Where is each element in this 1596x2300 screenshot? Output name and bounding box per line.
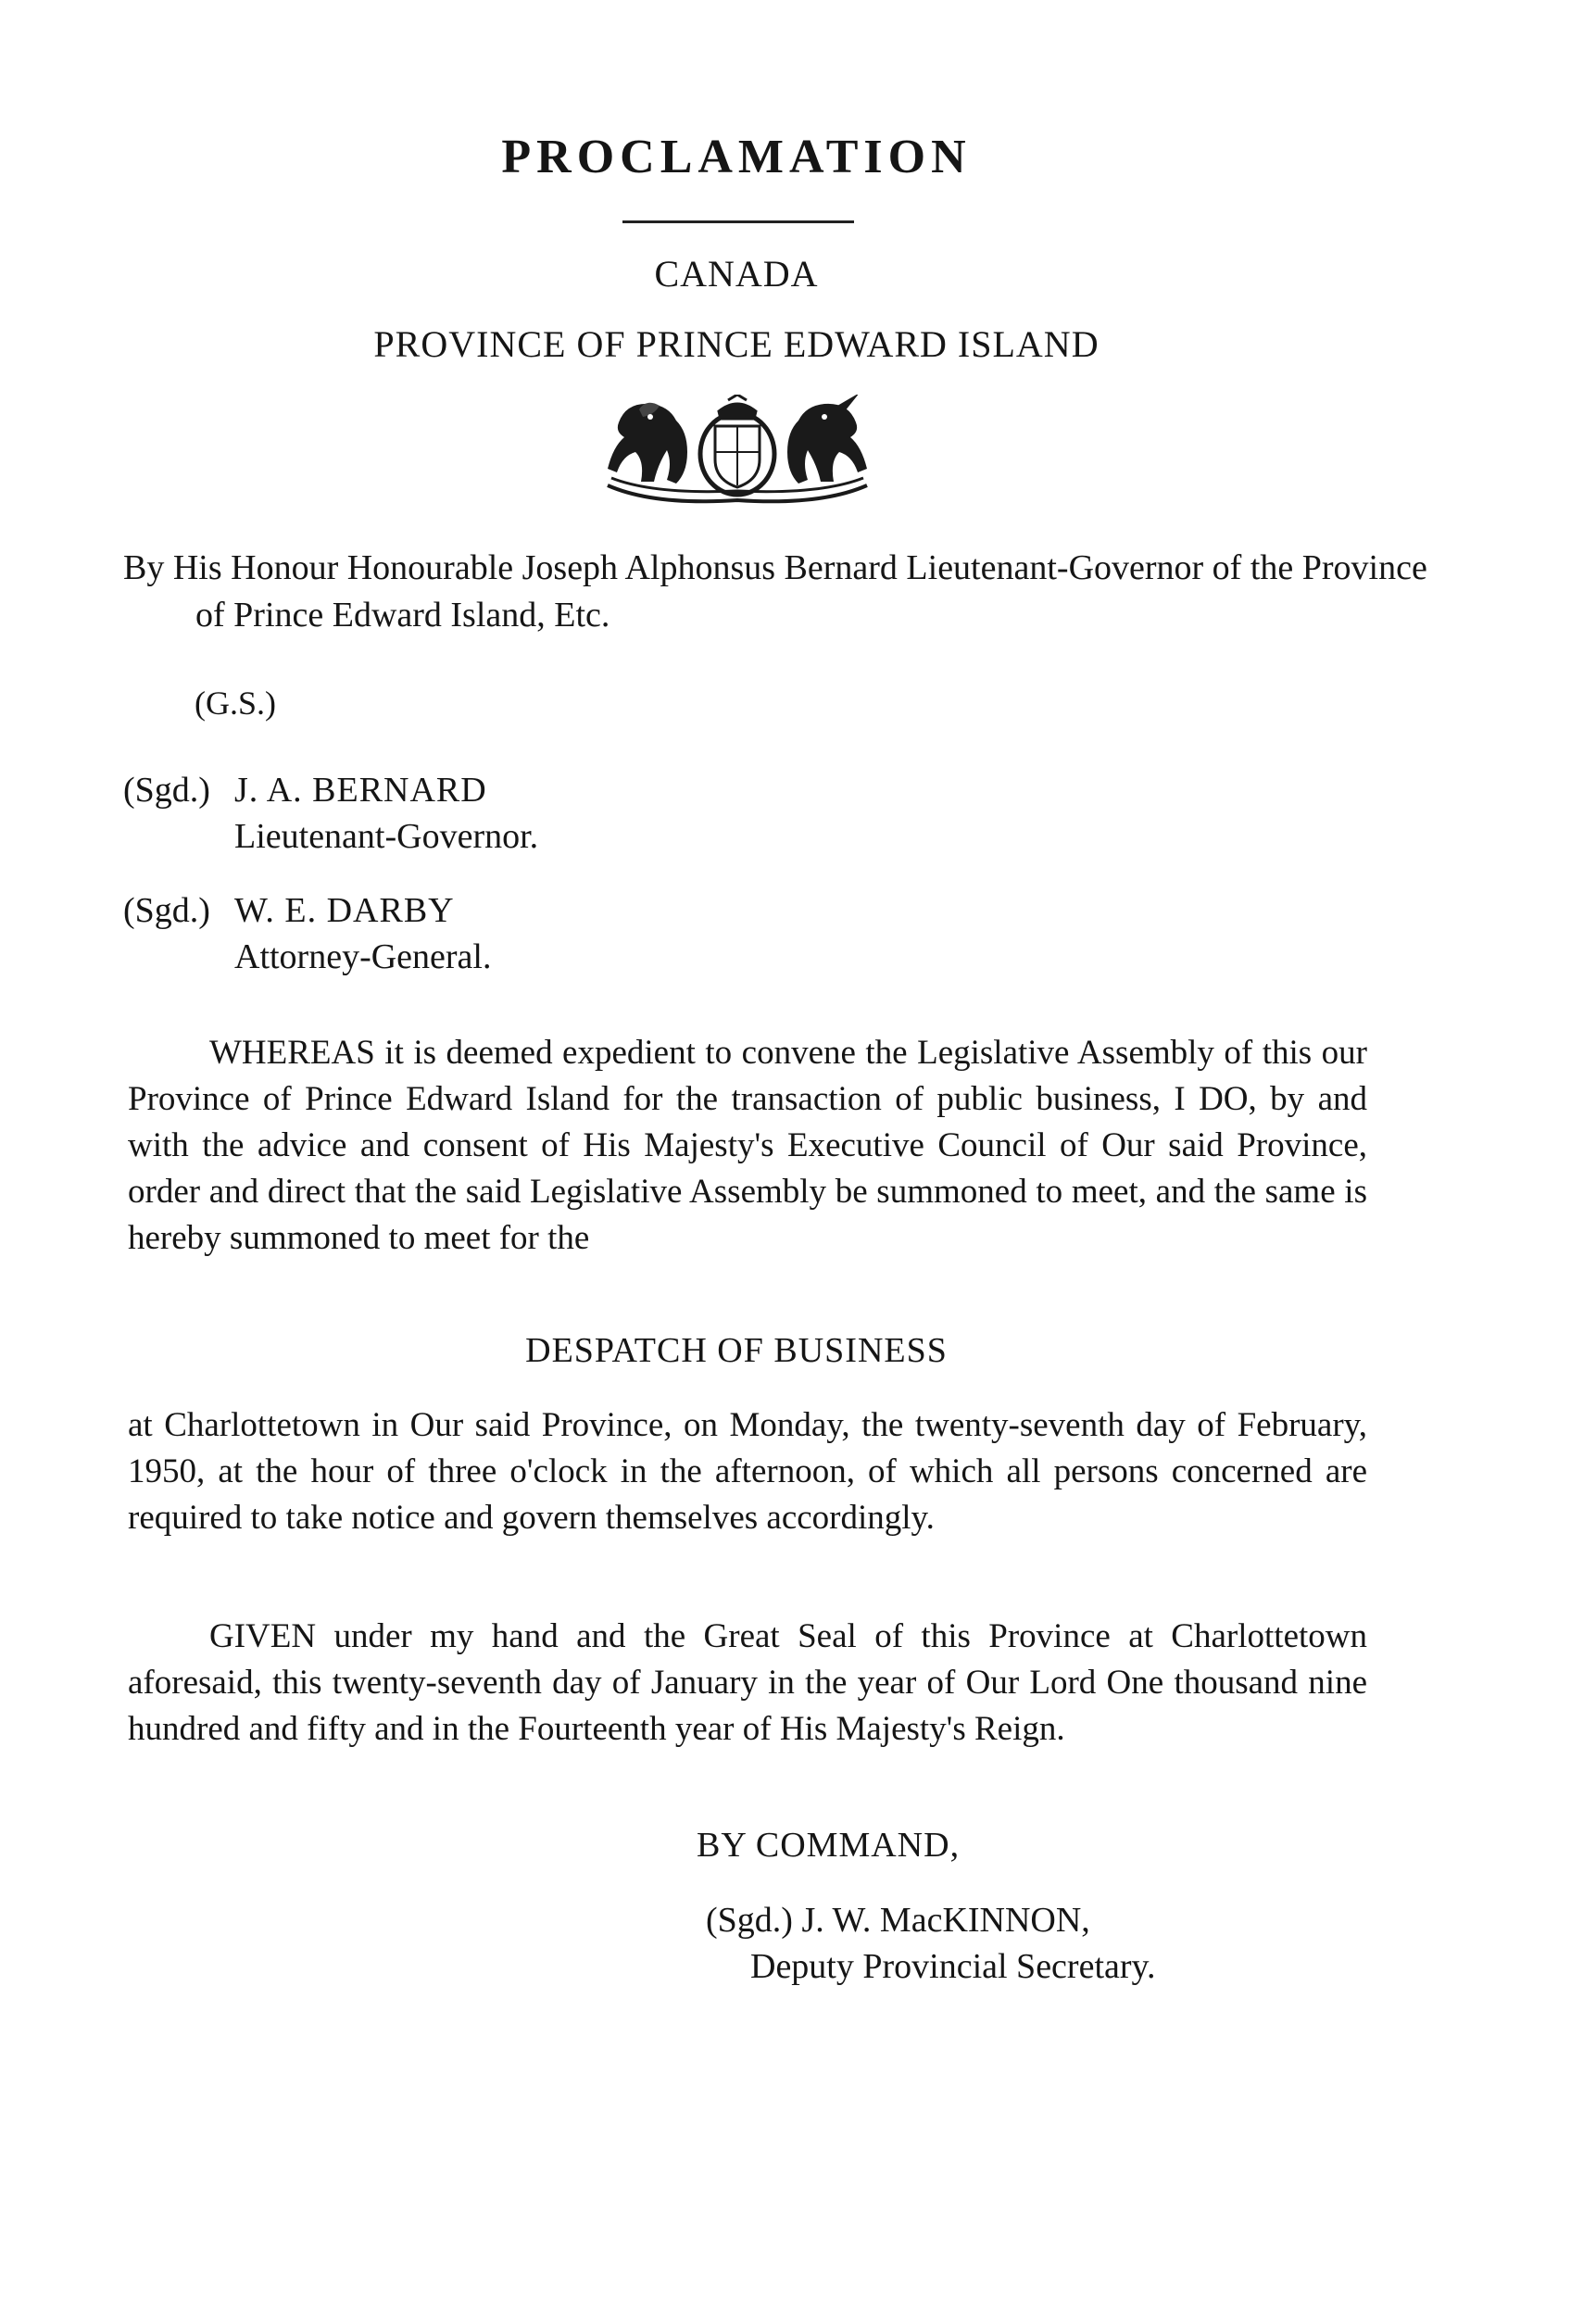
authority-statement: By His Honour Honourable Joseph Alphonsus Bernard Lieutenant-Governor of the Province of Prince Edward Island, Etc. [123, 548, 1427, 635]
document-title: PROCLAMATION [501, 131, 972, 183]
signatory-role: Attorney-General. [234, 937, 492, 976]
whereas-paragraph: WHEREAS it is deemed expedient to convene the Legislative Assembly of this our Province of Prince Edward Island for the transaction of public business, I DO, by and with the advice and consent of His Majesty's Executive Council of Our said Province, order and direct that the said Legislative Assembly be summoned to meet, and the same is hereby summoned to meet for the [128, 1034, 1367, 1257]
secretary-signature [706, 1897, 1156, 1990]
title-rule [622, 220, 854, 223]
secretary-name: (Sgd.) J. W. MacKINNON, [706, 1901, 1090, 1940]
signed-prefix: (Sgd.) [123, 771, 210, 810]
signatory-name: W. E. DARBY [234, 891, 455, 930]
signed-prefix: (Sgd.) [123, 891, 210, 930]
signatory-role: Lieutenant-Governor. [234, 817, 539, 856]
coat-of-arms-icon [598, 395, 876, 511]
meeting-paragraph: at Charlottetown in Our said Province, on Monday, the twenty-seventh day of February, 1950, at the hour of three o'clock in the afternoon, of which all persons concerned are required to take notice and govern themselves accordingly. [128, 1406, 1367, 1537]
province-heading: PROVINCE OF PRINCE EDWARD ISLAND [373, 323, 1100, 365]
by-command-line: BY COMMAND, [697, 1826, 961, 1865]
signatory-attorney-general [123, 887, 492, 980]
signatory-lieutenant-governor [123, 767, 538, 860]
despatch-heading: DESPATCH OF BUSINESS [525, 1331, 948, 1370]
signatory-name: J. A. BERNARD [234, 771, 487, 810]
secretary-role: Deputy Provincial Secretary. [750, 1947, 1156, 1986]
given-paragraph: GIVEN under my hand and the Great Seal of this Province at Charlottetown aforesaid, this twenty-seventh day of January in the year of Our Lord One thousand nine hundred and fifty and in the Fourteenth year of His Majesty's Reign. [128, 1617, 1367, 1748]
country-heading: CANADA [654, 253, 819, 295]
great-seal-note: (G.S.) [195, 685, 276, 722]
